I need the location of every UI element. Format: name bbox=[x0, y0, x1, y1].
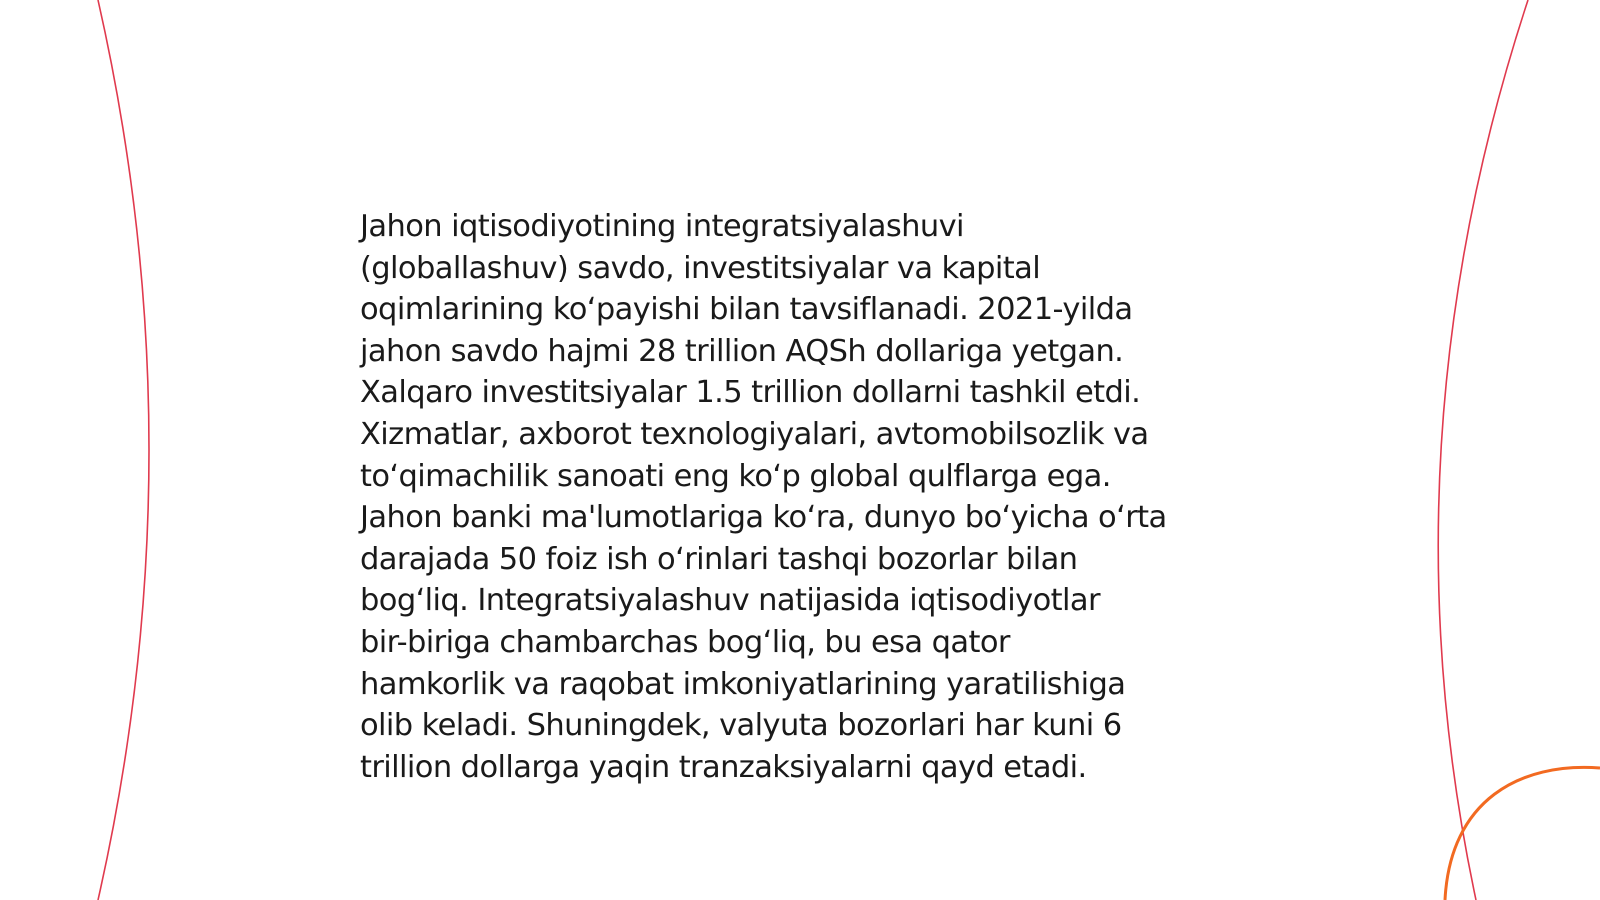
paragraph-line: darajada 50 foiz ish oʻrinlari tashqi bozorlar bilan bbox=[360, 541, 1078, 577]
body-paragraph bbox=[360, 206, 1260, 788]
paragraph-line: bogʻliq. Integratsiyalashuv natijasida iqtisodiyotlar bbox=[360, 583, 1100, 619]
paragraph-line: jahon savdo hajmi 28 trillion AQSh dollariga yetgan. bbox=[360, 333, 1124, 369]
paragraph-line: Jahon iqtisodiyotining integratsiyalashuvi bbox=[360, 209, 964, 244]
accent-arc bbox=[1445, 767, 1600, 900]
left-curve-line bbox=[98, 0, 149, 900]
paragraph-line: Jahon banki ma'lumotlariga koʻra, dunyo boʻyicha oʻrta bbox=[360, 500, 1167, 536]
paragraph-line: Xizmatlar, axborot texnologiyalari, avtomobilsozlik va bbox=[360, 416, 1149, 452]
paragraph-line: Xalqaro investitsiyalar 1.5 trillion dollarni tashkil etdi. bbox=[360, 375, 1141, 411]
paragraph-line: toʻqimachilik sanoati eng koʻp global qulflarga ega. bbox=[360, 458, 1111, 494]
paragraph-line: bir-biriga chambarchas bogʻliq, bu esa qator bbox=[360, 624, 1010, 660]
paragraph-line: hamkorlik va raqobat imkoniyatlarining yaratilishiga bbox=[360, 666, 1126, 702]
paragraph-line: trillion dollarga yaqin tranzaksiyalarni qayd etadi. bbox=[360, 749, 1087, 785]
paragraph-line: (globallashuv) savdo, investitsiyalar va kapital bbox=[360, 250, 1041, 286]
paragraph-line: olib keladi. Shuningdek, valyuta bozorlari har kuni 6 bbox=[360, 708, 1122, 744]
right-curve-line bbox=[1438, 0, 1528, 900]
paragraph-line: oqimlarining koʻpayishi bilan tavsiflanadi. 2021-yilda bbox=[360, 292, 1133, 328]
